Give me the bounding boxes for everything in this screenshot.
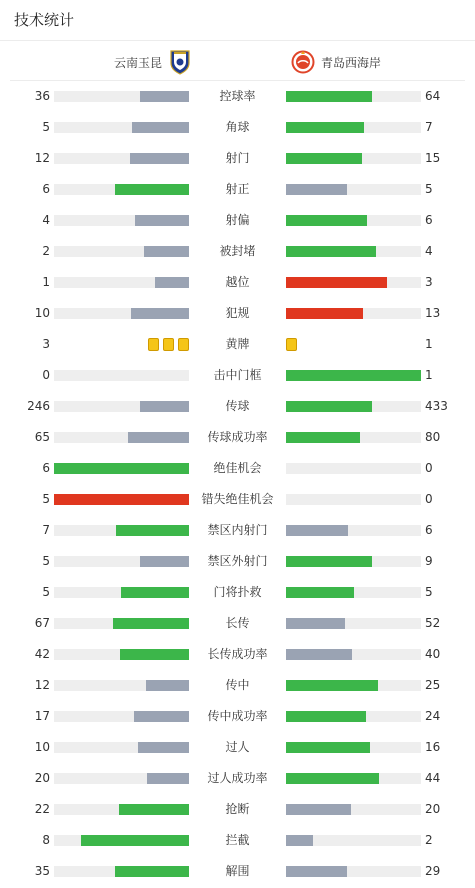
away-value: 29 bbox=[425, 864, 441, 878]
away-value: 3 bbox=[425, 275, 433, 289]
away-stat-bar-fill bbox=[286, 618, 345, 629]
away-stat-bar-fill bbox=[286, 432, 360, 443]
away-stat-bar-track bbox=[286, 153, 421, 164]
stat-row bbox=[0, 639, 475, 670]
stat-label: 过人成功率 bbox=[207, 771, 268, 785]
home-value: 36 bbox=[34, 89, 50, 103]
home-value: 1 bbox=[42, 275, 50, 289]
stat-label: 射正 bbox=[225, 182, 250, 196]
home-stat-bar-track bbox=[54, 680, 189, 691]
away-value: 1 bbox=[425, 368, 433, 382]
away-stat-bar-track bbox=[286, 432, 421, 443]
away-stat-bar-fill bbox=[286, 525, 348, 536]
teams-header bbox=[10, 44, 465, 81]
home-stat-bar-fill bbox=[134, 711, 189, 722]
away-stat-bar-fill bbox=[286, 556, 372, 567]
stat-label: 绝佳机会 bbox=[213, 461, 262, 475]
home-stat-bar-track bbox=[54, 91, 189, 102]
home-stat-bar-fill bbox=[115, 184, 189, 195]
stat-row bbox=[0, 515, 475, 546]
stat-row bbox=[0, 453, 475, 484]
home-stat-bar-track bbox=[54, 401, 189, 412]
yunnan-yukun-crest-icon bbox=[168, 49, 192, 75]
away-value: 1 bbox=[425, 337, 433, 351]
away-stat-bar-fill bbox=[286, 277, 387, 288]
home-value: 20 bbox=[34, 771, 50, 785]
stat-row bbox=[0, 205, 475, 236]
away-team[interactable] bbox=[291, 49, 381, 75]
home-stat-bar-fill bbox=[120, 649, 189, 660]
home-stat-bar-track bbox=[54, 804, 189, 815]
stats-list bbox=[0, 81, 475, 887]
stat-row bbox=[0, 391, 475, 422]
home-yellow-cards bbox=[148, 338, 189, 351]
stat-label: 击中门框 bbox=[213, 368, 262, 382]
home-value: 246 bbox=[27, 399, 50, 413]
away-value: 9 bbox=[425, 554, 433, 568]
away-stat-bar-track bbox=[286, 370, 421, 381]
away-stat-bar-track bbox=[286, 804, 421, 815]
away-stat-bar-track bbox=[286, 680, 421, 691]
stat-label: 控球率 bbox=[219, 89, 256, 103]
away-value: 52 bbox=[425, 616, 441, 630]
home-stat-bar-track bbox=[54, 122, 189, 133]
away-value: 7 bbox=[425, 120, 433, 134]
home-value: 12 bbox=[34, 151, 50, 165]
home-stat-bar-track bbox=[54, 215, 189, 226]
home-stat-bar-fill bbox=[135, 215, 189, 226]
stat-row bbox=[0, 763, 475, 794]
away-value: 15 bbox=[425, 151, 441, 165]
home-value: 17 bbox=[34, 709, 50, 723]
home-stat-bar-track bbox=[54, 277, 189, 288]
home-value: 0 bbox=[42, 368, 50, 382]
home-stat-bar-track bbox=[54, 308, 189, 319]
home-value: 6 bbox=[42, 461, 50, 475]
home-value: 5 bbox=[42, 492, 50, 506]
away-value: 13 bbox=[425, 306, 441, 320]
away-stat-bar-track bbox=[286, 711, 421, 722]
away-stat-bar-fill bbox=[286, 122, 364, 133]
stat-row bbox=[0, 608, 475, 639]
stat-label: 长传 bbox=[225, 616, 250, 630]
page-title: 技术统计 bbox=[14, 11, 75, 29]
home-value: 12 bbox=[34, 678, 50, 692]
home-stat-bar-track bbox=[54, 556, 189, 567]
stat-row bbox=[0, 236, 475, 267]
stat-label: 传中成功率 bbox=[207, 709, 268, 723]
away-value: 0 bbox=[425, 461, 433, 475]
stat-label: 禁区内射门 bbox=[207, 523, 268, 537]
home-stat-bar-fill bbox=[116, 525, 189, 536]
stat-row bbox=[0, 360, 475, 391]
away-value: 2 bbox=[425, 833, 433, 847]
away-stat-bar-track bbox=[286, 91, 421, 102]
home-value: 22 bbox=[34, 802, 50, 816]
home-stat-bar-fill bbox=[54, 494, 189, 505]
stat-label: 射门 bbox=[225, 151, 250, 165]
home-stat-bar-fill bbox=[140, 91, 189, 102]
home-stat-bar-fill bbox=[132, 122, 189, 133]
away-value: 24 bbox=[425, 709, 441, 723]
stat-row bbox=[0, 794, 475, 825]
away-value: 5 bbox=[425, 585, 433, 599]
away-stat-bar-track bbox=[286, 556, 421, 567]
away-stat-bar-track bbox=[286, 184, 421, 195]
stat-label: 传中 bbox=[225, 678, 250, 692]
stat-row bbox=[0, 577, 475, 608]
home-stat-bar-fill bbox=[130, 153, 189, 164]
away-stat-bar-track bbox=[286, 308, 421, 319]
away-stat-bar-fill bbox=[286, 246, 376, 257]
stat-label: 黄牌 bbox=[225, 337, 250, 351]
away-value: 4 bbox=[425, 244, 433, 258]
home-value: 4 bbox=[42, 213, 50, 227]
home-stat-bar-fill bbox=[140, 556, 189, 567]
stat-row bbox=[0, 143, 475, 174]
home-stat-bar-fill bbox=[146, 680, 189, 691]
stat-label: 长传成功率 bbox=[207, 647, 268, 661]
stat-label: 传球 bbox=[225, 399, 250, 413]
yellow-card-icon bbox=[148, 338, 159, 351]
yellow-card-icon bbox=[286, 338, 297, 351]
home-value: 6 bbox=[42, 182, 50, 196]
away-stat-bar-fill bbox=[286, 742, 370, 753]
home-value: 3 bbox=[42, 337, 50, 351]
home-stat-bar-track bbox=[54, 184, 189, 195]
home-stat-bar-fill bbox=[54, 463, 189, 474]
stat-label: 射偏 bbox=[225, 213, 250, 227]
away-stat-bar-fill bbox=[286, 215, 367, 226]
home-stat-bar-fill bbox=[128, 432, 189, 443]
home-stat-bar-track bbox=[54, 711, 189, 722]
home-value: 8 bbox=[42, 833, 50, 847]
home-stat-bar-track bbox=[54, 246, 189, 257]
away-stat-bar-track bbox=[286, 122, 421, 133]
home-stat-bar-fill bbox=[140, 401, 189, 412]
stat-row bbox=[0, 174, 475, 205]
home-stat-bar-fill bbox=[155, 277, 189, 288]
away-stat-bar-fill bbox=[286, 680, 378, 691]
home-value: 5 bbox=[42, 585, 50, 599]
yellow-card-icon bbox=[178, 338, 189, 351]
away-stat-bar-fill bbox=[286, 711, 366, 722]
home-value: 35 bbox=[34, 864, 50, 878]
stat-row bbox=[0, 856, 475, 887]
away-value: 25 bbox=[425, 678, 441, 692]
away-value: 40 bbox=[425, 647, 441, 661]
away-value: 0 bbox=[425, 492, 433, 506]
home-stat-bar-fill bbox=[147, 773, 189, 784]
away-stat-bar-track bbox=[286, 525, 421, 536]
home-stat-bar-fill bbox=[144, 246, 189, 257]
home-value: 42 bbox=[34, 647, 50, 661]
away-stat-bar-fill bbox=[286, 804, 351, 815]
away-stat-bar-track bbox=[286, 277, 421, 288]
away-team-name: 青岛西海岸 bbox=[321, 55, 382, 70]
away-yellow-cards bbox=[286, 338, 297, 351]
away-stat-bar-track bbox=[286, 463, 421, 474]
home-value: 10 bbox=[34, 306, 50, 320]
home-stat-bar-track bbox=[54, 835, 189, 846]
stat-label: 越位 bbox=[225, 275, 250, 289]
header-divider bbox=[0, 40, 475, 41]
away-stat-bar-fill bbox=[286, 370, 421, 381]
home-value: 67 bbox=[34, 616, 50, 630]
stat-row bbox=[0, 112, 475, 143]
home-value: 7 bbox=[42, 523, 50, 537]
home-stat-bar-track bbox=[54, 618, 189, 629]
home-stat-bar-track bbox=[54, 866, 189, 877]
stat-row bbox=[0, 81, 475, 112]
yellow-card-icon bbox=[163, 338, 174, 351]
away-value: 80 bbox=[425, 430, 441, 444]
stat-row bbox=[0, 267, 475, 298]
away-stat-bar-fill bbox=[286, 649, 352, 660]
stat-row bbox=[0, 546, 475, 577]
away-stat-bar-track bbox=[286, 742, 421, 753]
away-value: 5 bbox=[425, 182, 433, 196]
away-stat-bar-fill bbox=[286, 184, 347, 195]
away-stat-bar-track bbox=[286, 246, 421, 257]
home-stat-bar-fill bbox=[131, 308, 189, 319]
home-stat-bar-fill bbox=[138, 742, 189, 753]
away-stat-bar-fill bbox=[286, 835, 313, 846]
away-stat-bar-fill bbox=[286, 866, 347, 877]
home-value: 65 bbox=[34, 430, 50, 444]
stat-label: 门将扑救 bbox=[213, 585, 262, 599]
stat-label: 被封堵 bbox=[219, 244, 256, 258]
away-stat-bar-fill bbox=[286, 91, 372, 102]
home-stat-bar-track bbox=[54, 525, 189, 536]
stat-label: 传球成功率 bbox=[207, 430, 268, 444]
away-value: 6 bbox=[425, 523, 433, 537]
home-value: 10 bbox=[34, 740, 50, 754]
away-stat-bar-track bbox=[286, 494, 421, 505]
away-stat-bar-fill bbox=[286, 308, 363, 319]
stat-label: 禁区外射门 bbox=[207, 554, 268, 568]
stat-label: 错失绝佳机会 bbox=[201, 492, 274, 506]
away-stat-bar-track bbox=[286, 866, 421, 877]
home-stat-bar-fill bbox=[115, 866, 189, 877]
home-stat-bar-fill bbox=[121, 587, 189, 598]
away-stat-bar-fill bbox=[286, 587, 354, 598]
stat-row bbox=[0, 701, 475, 732]
away-stat-bar-track bbox=[286, 773, 421, 784]
stat-label: 犯规 bbox=[225, 306, 250, 320]
home-team-name: 云南玉昆 bbox=[114, 55, 163, 70]
stat-label: 过人 bbox=[225, 740, 250, 754]
stat-row bbox=[0, 298, 475, 329]
stat-row bbox=[0, 670, 475, 701]
away-stat-bar-track bbox=[286, 618, 421, 629]
stat-label: 拦截 bbox=[225, 833, 250, 847]
away-value: 6 bbox=[425, 213, 433, 227]
away-stat-bar-fill bbox=[286, 401, 372, 412]
home-stat-bar-track bbox=[54, 649, 189, 660]
away-stat-bar-fill bbox=[286, 773, 379, 784]
home-stat-bar-fill bbox=[119, 804, 189, 815]
away-stat-bar-track bbox=[286, 835, 421, 846]
home-stat-bar-track bbox=[54, 494, 189, 505]
away-stat-bar-track bbox=[286, 401, 421, 412]
home-value: 5 bbox=[42, 120, 50, 134]
stat-row bbox=[0, 732, 475, 763]
away-value: 16 bbox=[425, 740, 441, 754]
home-team[interactable] bbox=[114, 49, 192, 75]
home-stat-bar-fill bbox=[81, 835, 189, 846]
away-stat-bar-track bbox=[286, 649, 421, 660]
home-stat-bar-track bbox=[54, 742, 189, 753]
stat-label: 角球 bbox=[225, 120, 250, 134]
away-stat-bar-track bbox=[286, 215, 421, 226]
away-stat-bar-fill bbox=[286, 153, 362, 164]
qingdao-west-coast-crest-icon bbox=[291, 49, 315, 75]
home-stat-bar-track bbox=[54, 432, 189, 443]
home-stat-bar-track bbox=[54, 153, 189, 164]
stat-row bbox=[0, 484, 475, 515]
home-stat-bar-fill bbox=[113, 618, 189, 629]
home-value: 5 bbox=[42, 554, 50, 568]
home-stat-bar-track bbox=[54, 587, 189, 598]
stat-row bbox=[0, 825, 475, 856]
stat-label: 解围 bbox=[225, 864, 250, 878]
stat-label: 抢断 bbox=[225, 802, 250, 816]
away-value: 20 bbox=[425, 802, 441, 816]
away-value: 433 bbox=[425, 399, 448, 413]
home-stat-bar-track bbox=[54, 773, 189, 784]
home-stat-bar-track bbox=[54, 370, 189, 381]
stat-row bbox=[0, 329, 475, 360]
home-value: 2 bbox=[42, 244, 50, 258]
away-stat-bar-track bbox=[286, 587, 421, 598]
home-stat-bar-track bbox=[54, 463, 189, 474]
away-value: 64 bbox=[425, 89, 441, 103]
stat-row bbox=[0, 422, 475, 453]
away-value: 44 bbox=[425, 771, 441, 785]
